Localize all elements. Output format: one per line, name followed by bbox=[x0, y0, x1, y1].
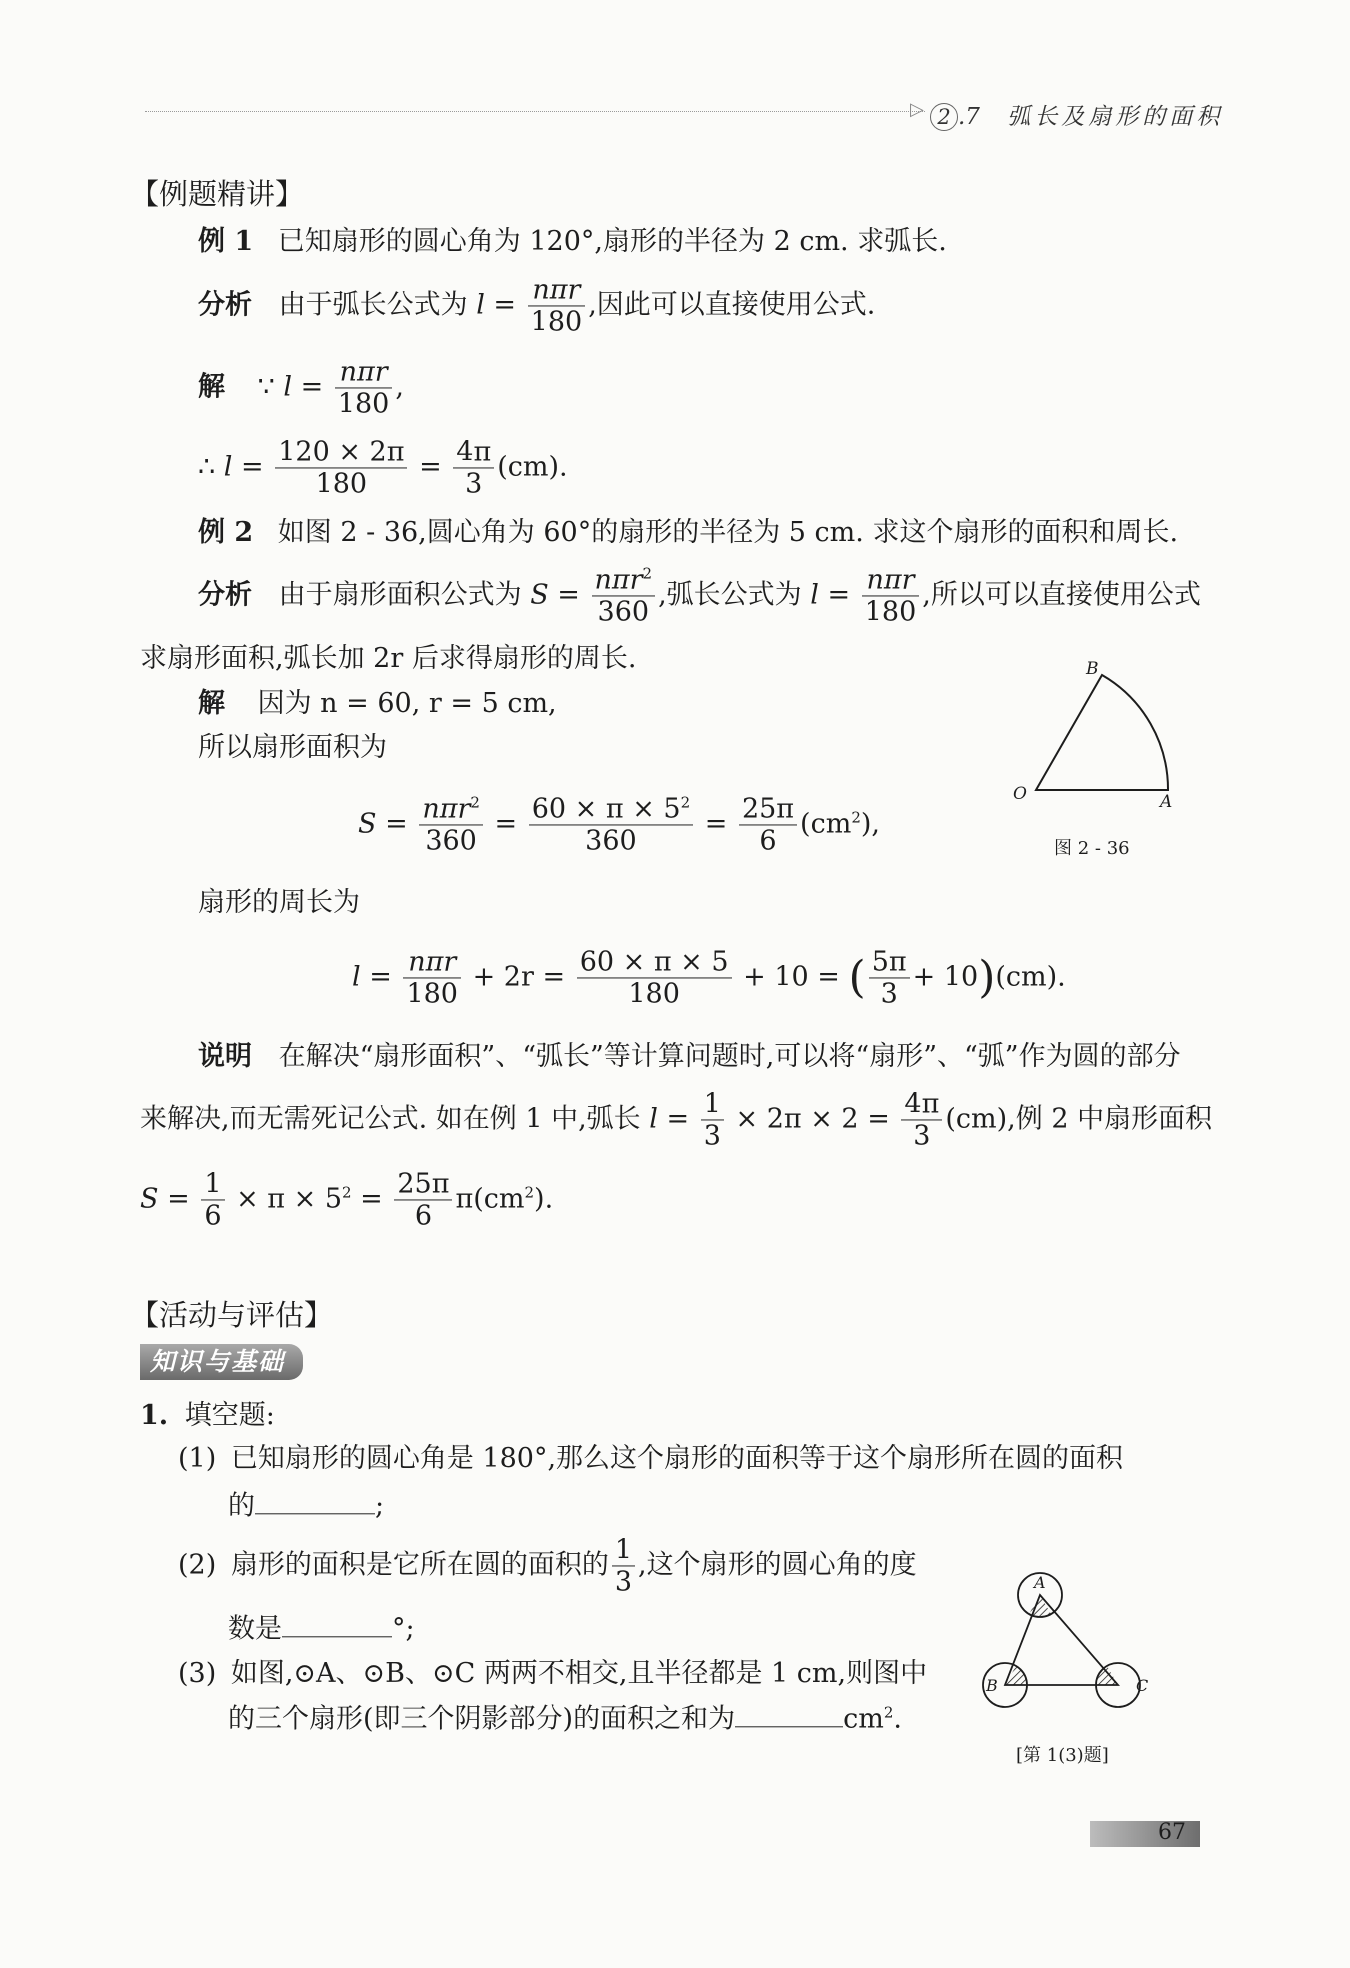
figure-1-label-o: O bbox=[1013, 784, 1027, 804]
subsection-badge: 知识与基础 bbox=[140, 1342, 303, 1378]
figure-2-caption: [第 1(3)题] bbox=[1016, 1745, 1109, 1766]
analysis-label: 分析 bbox=[198, 579, 252, 611]
example-2-label: 例 2 bbox=[198, 516, 254, 548]
answer-blank-3[interactable] bbox=[735, 1702, 843, 1727]
question-1-part-1: (1) 已知扇形的圆心角是 180°,那么这个扇形的面积等于这个扇形所在圆的面积 bbox=[178, 1442, 1124, 1474]
example-2-analysis-line2: 求扇形面积,弧长加 2r 后求得扇形的周长. bbox=[140, 642, 637, 674]
header-rule bbox=[145, 111, 925, 112]
sector-shape bbox=[1036, 675, 1168, 790]
example-2-solution-given: 解 因为 n = 60, r = 5 cm, bbox=[198, 687, 557, 719]
question-1-title: 1. 填空题: bbox=[140, 1399, 275, 1431]
perimeter-equation: l = $\frac{\text{nπr}}{180}$ + 2r = $\frac{60 \times \pi \times 5}{180}$ + 10 = ( $\frac{5\pi}{3}$ + 10)(cm). bbox=[352, 946, 1066, 1010]
example-1-solution-step2: ∴ l = $\frac{120 \times 2\pi}{180}$ = $\frac{4\pi}{3}$ (cm). bbox=[198, 436, 568, 500]
section-heading-examples: 【例题精讲】 bbox=[130, 177, 305, 211]
figure-2-label-c: C bbox=[1136, 1676, 1149, 1695]
example-1-label: 例 1 bbox=[198, 225, 254, 257]
running-header bbox=[930, 98, 1223, 131]
question-1-part-1-line2: 的 ; bbox=[228, 1490, 385, 1522]
area-equation: S = $\frac{n\pi r^2}{360}$ = $\frac{60 \times \pi \times 5^2}{360}$ = $\frac{25\pi}{6}$ $(cm^2)$, bbox=[358, 793, 880, 857]
question-1-part-3-line2: 的三个扇形(即三个阴影部分)的面积之和为 $cm^2$. bbox=[228, 1703, 902, 1735]
chapter-number: 2 bbox=[930, 103, 958, 131]
example-2-analysis: 分析 由于扇形面积公式为 S = $\frac{n\pi r^2}{360}$ ,弧长公式为 l = $\frac{\text{nπr}}{180}$ ,所以可以直接使用公式 bbox=[198, 564, 1201, 628]
example-1-problem: 例 1 已知扇形的圆心角为 120°,扇形的半径为 2 cm. 求弧长. bbox=[198, 225, 947, 257]
note-line2: 来解决,而无需死记公式. 如在例 1 中,弧长 l = $\frac{1}{3}$ × 2π × 2 = $\frac{4\pi}{3}$ (cm),例 2 中扇形面积 bbox=[140, 1088, 1213, 1152]
perimeter-intro: 扇形的周长为 bbox=[198, 886, 360, 918]
section-heading-activities: 【活动与评估】 bbox=[130, 1298, 334, 1332]
solution-label: 解 bbox=[198, 687, 225, 719]
question-1-part-2: (2) 扇形的面积是它所在圆的面积的 $\frac{1}{3}$ ,这个扇形的圆心角的度 bbox=[178, 1534, 917, 1598]
example-1-analysis: 分析 由于弧长公式为 l = $\frac{\text{nπr}}{180}$ ,因此可以直接使用公式. bbox=[198, 274, 876, 338]
figure-2-label-a: A bbox=[1034, 1573, 1046, 1592]
header-arrow-icon: ▷ bbox=[910, 99, 924, 120]
question-1-part-3: (3) 如图,⊙A、⊙B、⊙C 两两不相交,且半径都是 1 cm,则图中 bbox=[178, 1657, 928, 1689]
figure-2-36-sector bbox=[1000, 655, 1190, 815]
example-2-problem: 例 2 如图 2 - 36,圆心角为 60°的扇形的半径为 5 cm. 求这个扇形的面积和周长. bbox=[198, 516, 1179, 548]
section-number: .7 bbox=[958, 104, 980, 130]
area-intro: 所以扇形面积为 bbox=[198, 731, 387, 763]
answer-blank-1[interactable] bbox=[255, 1489, 375, 1514]
figure-1-label-a: A bbox=[1160, 792, 1173, 812]
answer-blank-2[interactable] bbox=[282, 1612, 392, 1637]
figure-2-label-b: B bbox=[986, 1676, 998, 1695]
question-number: 1. bbox=[140, 1399, 169, 1431]
question-1-part-2-line2: 数是 °; bbox=[228, 1613, 415, 1645]
solution-label: 解 bbox=[198, 371, 225, 403]
header-title: 弧长及扇形的面积 bbox=[1007, 104, 1224, 130]
analysis-label: 分析 bbox=[198, 289, 252, 321]
page-number: 67 bbox=[1158, 1820, 1186, 1845]
example-1-solution-step1: 解 ∵ l = $\frac{\text{nπr}}{180}$ , bbox=[198, 356, 404, 420]
note-label: 说明 bbox=[198, 1040, 252, 1072]
arc-length-formula: $\frac{\text{nπr}}{180}$ bbox=[528, 274, 586, 337]
figure-1-label-b: B bbox=[1086, 659, 1099, 679]
figure-1-caption: 图 2 - 36 bbox=[1054, 838, 1130, 859]
note-line3: S = $\frac{1}{6}$ × $\pi \times 5^2$ = $\frac{25\pi}{6}$ $\pi(cm^2)$. bbox=[140, 1168, 554, 1232]
sector-area-formula: $\frac{n\pi r^2}{360}$ bbox=[592, 564, 656, 627]
note-line1: 说明 在解决“扇形面积”、“弧长”等计算问题时,可以将“扇形”、“弧”作为圆的部分 bbox=[198, 1040, 1181, 1072]
figure-q1-3-circles bbox=[970, 1565, 1180, 1735]
